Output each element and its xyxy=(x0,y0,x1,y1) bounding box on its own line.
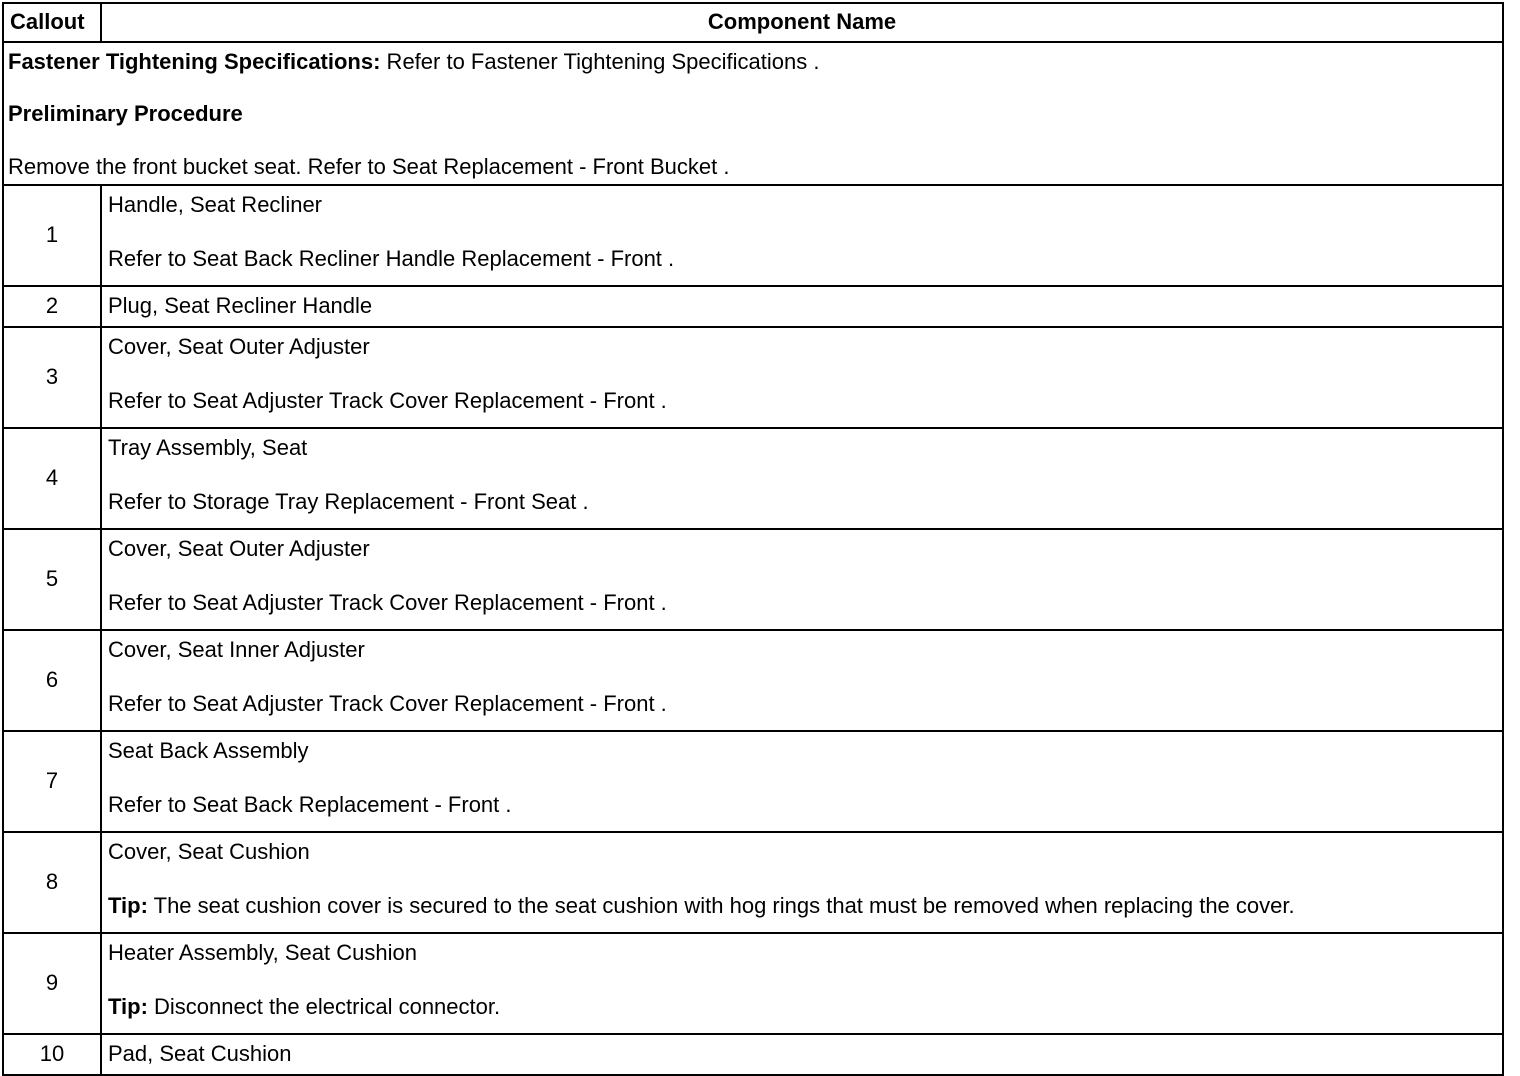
note-text: Refer to Seat Adjuster Track Cover Replacement - Front . xyxy=(108,690,667,716)
note-text: Refer to Seat Back Recliner Handle Replacement - Front . xyxy=(108,245,675,271)
fastener-spec-text: Refer to Fastener Tightening Specifications . xyxy=(380,49,820,74)
fastener-spec-label: Fastener Tightening Specifications: xyxy=(8,49,381,74)
component-note xyxy=(108,893,1496,919)
component-name: Pad, Seat Cushion xyxy=(108,1041,292,1067)
component-name: Cover, Seat Cushion xyxy=(108,839,310,865)
table-row xyxy=(3,933,1503,1034)
component-cell xyxy=(101,630,1503,731)
table-row xyxy=(3,529,1503,630)
component-note xyxy=(108,994,1496,1020)
preliminary-text: Remove the front bucket seat. Refer to Seat Replacement - Front Bucket . xyxy=(8,153,730,179)
fastener-spec-line xyxy=(8,49,1498,75)
callout-number: 6 xyxy=(3,630,101,731)
note-text: Refer to Seat Back Replacement - Front . xyxy=(108,791,512,817)
component-name: Handle, Seat Recliner xyxy=(108,192,323,218)
component-cell xyxy=(101,185,1503,286)
component-name: Cover, Seat Outer Adjuster xyxy=(108,536,370,562)
component-name: Heater Assembly, Seat Cushion xyxy=(108,940,417,966)
note-text: Refer to Seat Adjuster Track Cover Replacement - Front . xyxy=(108,589,667,615)
table-row xyxy=(3,286,1503,327)
component-cell xyxy=(101,428,1503,529)
callout-number: 8 xyxy=(3,832,101,933)
component-cell xyxy=(101,933,1503,1034)
callout-number: 9 xyxy=(3,933,101,1034)
component-name-header: Component Name xyxy=(101,3,1503,42)
preliminary-heading: Preliminary Procedure xyxy=(8,101,243,127)
component-cell xyxy=(101,327,1503,428)
component-note xyxy=(108,590,1496,616)
note-text: The seat cushion cover is secured to the seat cushion with hog rings that must be removed when replacing the cover. xyxy=(147,892,1295,918)
callout-number: 1 xyxy=(3,185,101,286)
component-note xyxy=(108,388,1496,414)
table-row xyxy=(3,428,1503,529)
callout-number: 2 xyxy=(3,286,101,327)
note-text: Refer to Seat Adjuster Track Cover Replacement - Front . xyxy=(108,387,667,413)
component-cell xyxy=(101,286,1503,327)
callout-number: 10 xyxy=(3,1034,101,1075)
component-table xyxy=(2,2,1504,1076)
component-name: Plug, Seat Recliner Handle xyxy=(108,293,373,319)
component-note xyxy=(108,489,1496,515)
component-cell xyxy=(101,832,1503,933)
intro-cell xyxy=(3,42,1503,185)
callout-number: 7 xyxy=(3,731,101,832)
intro-row xyxy=(3,42,1503,185)
note-text: Refer to Storage Tray Replacement - Front Seat . xyxy=(108,488,589,514)
component-note xyxy=(108,691,1496,717)
tip-label: Tip: xyxy=(108,892,148,918)
table-row xyxy=(3,327,1503,428)
component-name: Tray Assembly, Seat xyxy=(108,435,308,461)
component-name: Seat Back Assembly xyxy=(108,738,309,764)
component-cell xyxy=(101,1034,1503,1075)
header-row xyxy=(3,3,1503,42)
component-cell xyxy=(101,731,1503,832)
table-row xyxy=(3,1034,1503,1075)
table-row xyxy=(3,731,1503,832)
component-name: Cover, Seat Outer Adjuster xyxy=(108,334,370,360)
table-row xyxy=(3,832,1503,933)
callout-number: 5 xyxy=(3,529,101,630)
component-cell xyxy=(101,529,1503,630)
component-note xyxy=(108,246,1496,272)
table-row xyxy=(3,630,1503,731)
note-text: Disconnect the electrical connector. xyxy=(147,993,501,1019)
callout-header: Callout xyxy=(3,3,101,42)
table-row xyxy=(3,185,1503,286)
callout-number: 3 xyxy=(3,327,101,428)
component-name: Cover, Seat Inner Adjuster xyxy=(108,637,365,663)
tip-label: Tip: xyxy=(108,993,148,1019)
callout-number: 4 xyxy=(3,428,101,529)
component-note xyxy=(108,792,1496,818)
